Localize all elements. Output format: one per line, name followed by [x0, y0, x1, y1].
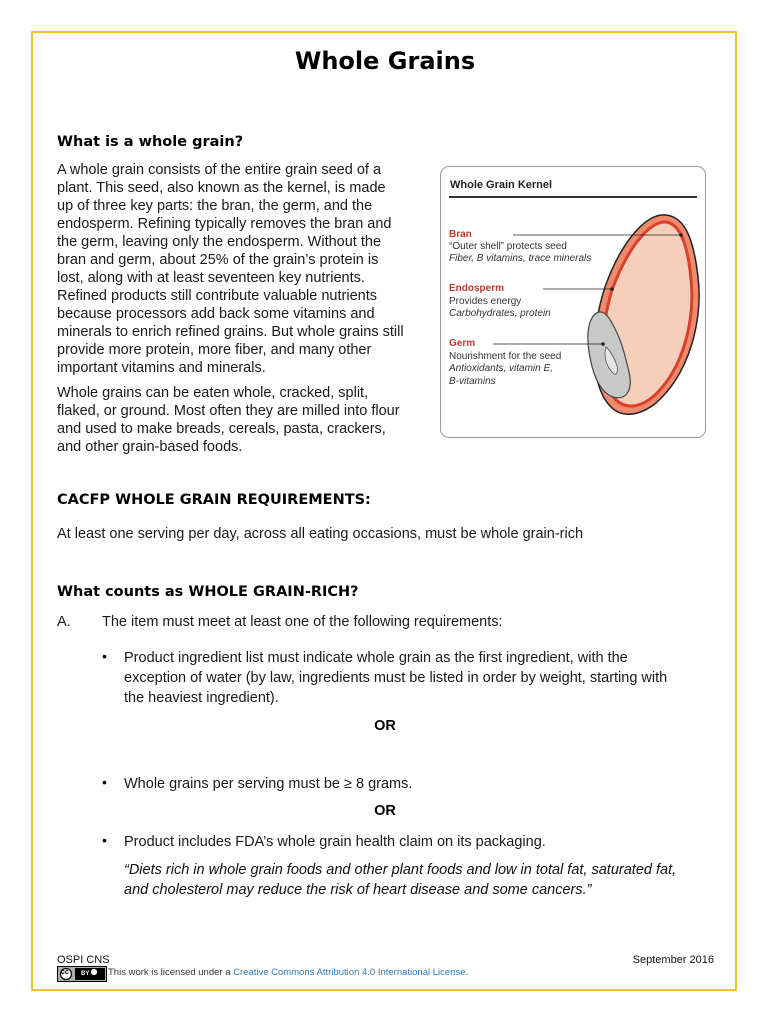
- license-link[interactable]: Creative Commons Attribution 4.0 International License: [233, 967, 466, 978]
- item-marker: A.: [57, 614, 71, 630]
- section-heading-whole-grain-rich: What counts as WHOLE GRAIN-RICH?: [57, 584, 359, 600]
- cacfp-requirement-text: At least one serving per day, across all eating occasions, must be whole grain-rich: [57, 526, 584, 542]
- germ-description: Nourishment for the seed: [449, 351, 562, 362]
- page-title: Whole Grains: [294, 47, 476, 75]
- para-line: flaked, or ground. Most often they are milled into flour: [57, 403, 400, 419]
- para-line: the germ, leaving only the endosperm. Without the: [57, 234, 382, 250]
- para-line: endosperm. Refining typically removes the bran and: [57, 216, 392, 232]
- bran-nutrients: Fiber, B vitamins, trace minerals: [449, 253, 592, 264]
- bran-label: Bran: [449, 229, 472, 240]
- bullet-dot: •: [102, 774, 107, 790]
- bullet-line: Product ingredient list must indicate whole grain as the first ingredient, with the: [124, 650, 628, 666]
- footer-date: September 2016: [632, 954, 714, 966]
- quote-line: and cholesterol may reduce the risk of heart disease and some cancers.”: [124, 882, 592, 898]
- item-text: The item must meet at least one of the following requirements:: [102, 614, 503, 630]
- footer-org: OSPI CNS: [57, 954, 110, 966]
- para-line: Refined products still contribute valuable nutrients: [57, 288, 377, 304]
- para-line: lost, along with at least seventeen key nutrients.: [57, 270, 365, 286]
- license-text: [108, 967, 468, 978]
- bullet-line: exception of water (by law, ingredients must be listed in order by weight, starting with: [124, 670, 668, 686]
- para-line: Whole grains can be eaten whole, cracked, split,: [57, 385, 369, 401]
- para-line: because processors add back some vitamins and: [57, 306, 375, 322]
- para-line: minerals to enrich refined grains. But whole grains still: [57, 324, 404, 340]
- license-prefix: This work is licensed under a: [108, 967, 234, 978]
- section-heading-cacfp: CACFP WHOLE GRAIN REQUIREMENTS:: [57, 492, 371, 508]
- cc-badge-by: BY: [81, 971, 90, 977]
- germ-nutrients-line1: Antioxidants, vitamin E,: [449, 363, 553, 374]
- bullet-whole-grams: Whole grains per serving must be ≥ 8 grams.: [124, 776, 413, 792]
- para-line: up of three key parts: the bran, the germ, and the: [57, 198, 373, 214]
- para-line: and other grain-based foods.: [57, 439, 243, 455]
- kernel-title-rule: [449, 196, 697, 198]
- or-separator: OR: [374, 718, 396, 734]
- endosperm-description: Provides energy: [449, 296, 522, 307]
- license-suffix: .: [465, 967, 469, 978]
- bullet-fda-claim: Product includes FDA’s whole grain health claim on its packaging.: [124, 834, 546, 850]
- para-line: important vitamins and minerals.: [57, 360, 266, 376]
- germ-label: Germ: [449, 338, 476, 349]
- para-line: provide more protein, more fiber, and many other: [57, 342, 372, 358]
- bullet-dot: •: [102, 648, 107, 664]
- bran-description: “Outer shell” protects seed: [449, 241, 567, 252]
- kernel-diagram: [440, 166, 706, 438]
- bullet-line: the heaviest ingredient).: [124, 690, 279, 706]
- germ-nutrients-line2: B-vitamins: [449, 376, 496, 387]
- or-separator: OR: [374, 803, 396, 819]
- kernel-title: Whole Grain Kernel: [450, 179, 553, 191]
- cc-badge-text: cc: [61, 969, 69, 976]
- section-heading-what-is: What is a whole grain?: [57, 134, 244, 150]
- cc-license-badge: [57, 966, 107, 982]
- quote-line: “Diets rich in whole grain foods and other plant foods and low in total fat, saturated fat,: [124, 862, 677, 878]
- endosperm-label: Endosperm: [449, 283, 505, 294]
- para-line: A whole grain consists of the entire grain seed of a: [57, 162, 382, 178]
- bullet-dot: •: [102, 832, 107, 848]
- para-line: bran and germ, about 25% of the grain’s protein is: [57, 252, 379, 268]
- para-line: plant. This seed, also known as the kernel, is made: [57, 180, 386, 196]
- para-line: and used to make breads, cereals, pasta, crackers,: [57, 421, 386, 437]
- endosperm-nutrients: Carbohydrates, protein: [449, 308, 551, 319]
